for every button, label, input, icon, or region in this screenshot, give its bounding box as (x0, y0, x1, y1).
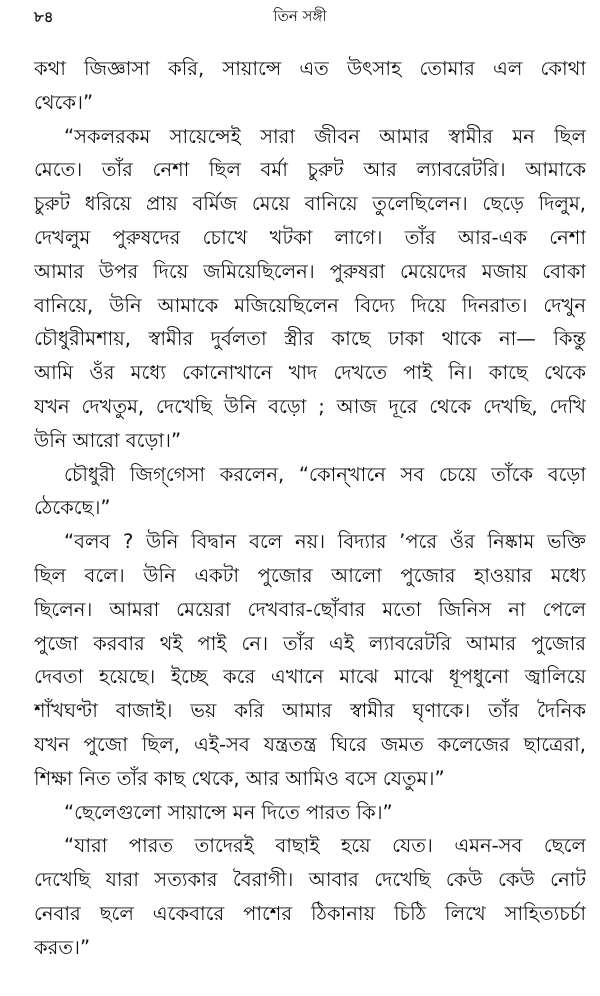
text-line: ছিল বলে। উনি একটা পুজোর আলো পুজোর হাওয়ার মধ্যে (34, 563, 586, 587)
text-line: “সকলরকম সায়েন্সেই সারা জীবন আমার স্বামীর মন ছিল (64, 124, 586, 148)
text-line: আমি ওঁর মধ্যে কোনোখানে খাদ দেখতে পাই নি। কাছে থেকে (34, 361, 586, 385)
text-line: কথা জিজ্ঞাসা করি, সায়ান্সে এত উৎসাহ তোমার এল কোথা (34, 57, 586, 80)
text-line: বানিয়ে, উনি আমাকে মজিয়েছিলেন বিদ্যে দিয়ে দিনরাত। দেখুন (34, 293, 586, 317)
text-line: নেবার ছলে একেবারে পাশের ঠিকানায় চিঠি লিখে সাহিত্যচর্চা (34, 901, 586, 925)
text-line: “বলব ? উনি বিদ্বান বলে নয়। বিদ্যার ’পরে ওঁর নিষ্কাম ভক্তি (64, 530, 586, 554)
text-line: পুজো করবার থই পাই নে। তাঁর এই ল্যাবরেটরি আমার পুজোর (34, 631, 586, 655)
text-line: থেকে।” (34, 90, 94, 114)
text-line: চুরুট ধরিয়ে প্রায় বর্মিজ মেয়ে বানিয়ে তুলেছিলেন। ছেড়ে দিলুম, (34, 192, 586, 216)
text-line: ছিলেন। আমরা মেয়েরা দেখবার-ছোঁবার মতো জিনিস না পেলে (34, 597, 586, 621)
text-line: ঠেকেছে।” (34, 496, 111, 520)
text-line: চৌধুরী জিগ্‌গেসা করলেন, “কোন্‌খানে সব চেয়ে তাঁকে বড়ো (64, 462, 586, 486)
text-line: আমার উপর দিয়ে জমিয়েছিলেন। পুরুষরা মেয়েদের মজায় বোকা (34, 259, 586, 283)
page-body-text (34, 52, 586, 965)
text-line: “ছেলেগুলো সায়ান্সে মন দিতে পারত কি।” (64, 800, 393, 824)
text-line: দেখলুম পুরুষদের চোখে খটকা লাগে। তাঁর আর-এক নেশা (34, 225, 586, 249)
page-header (0, 2, 600, 28)
text-line: শিক্ষা নিত তাঁর কাছ থেকে, আর আমিও বসে যেতুম।” (34, 766, 445, 790)
text-line: শাঁখঘণ্টা বাজাই। ভয় করি আমার স্বামীর ঘৃণাকে। তাঁর দৈনিক (34, 699, 586, 723)
text-line: দেবতা হয়েছে। ইচ্ছে করে এখানে মাঝে মাঝে ধূপধুনো জ্বালিয়ে (34, 665, 586, 689)
text-line: মেতে। তাঁর নেশা ছিল বর্মা চুরুট আর ল্যাবরেটরি। আমাকে (34, 158, 586, 182)
text-line: করত।” (34, 935, 91, 959)
text-line: যখন পুজো ছিল, এই-সব যন্ত্রতন্ত্র ঘিরে জমত কলেজের ছাত্রেরা, (34, 732, 586, 756)
text-line: যখন দেখতুম, দেখেছি উনি বড়ো ; আজ দূরে থেকে দেখছি, দেখি (34, 394, 586, 418)
running-title: তিন সঙ্গী (273, 7, 327, 25)
text-line: চৌধুরীমশায়, স্বামীর দুর্বলতা স্ত্রীর কাছে ঢাকা থাকে না— কিন্তু (34, 327, 586, 351)
page-number: ৮৪ (34, 8, 54, 26)
text-line: দেখেছি যারা সত্যকার বৈরাগী। আবার দেখেছি কেউ কেউ নোট (34, 868, 586, 892)
text-line: “যারা পারত তাদেরই বাছাই হয়ে যেত। এমন-সব ছেলে (64, 834, 586, 858)
text-line: উনি আরো বড়ো।” (34, 428, 182, 452)
